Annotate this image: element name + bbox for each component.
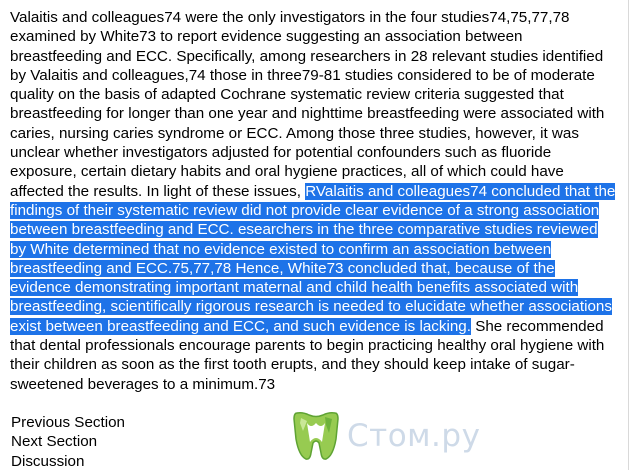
next-section-link[interactable]: Next Section — [11, 433, 98, 451]
section-navigation — [11, 413, 125, 471]
site-watermark — [291, 409, 480, 463]
selected-text[interactable]: RValaitis and colleagues74 concluded that the findings of their systematic review did not provide clear evidence of a strong association between breastfeeding and ECC. esearchers in the three comparative studies reviewed by White determined that no evidence existed to confirm an association between breastfeeding and ECC.75,77,78 Hence, White73 concluded that, because of the evidence demonstrating important maternal and child health benefits associated with breastfeeding, scientifically rigorous research is needed to elucidate whether associations exist between breastfeeding and ECC, and such evidence is lacking. — [10, 182, 616, 335]
paragraph-text-after-selection: She recommended that dental professionals encourage parents to begin practicing healthy oral hygiene with their children as soon as the first tooth erupts, and they should keep intake of sugar-sweetened beverages to a minimum.73 — [10, 317, 605, 393]
paragraph-text-before-selection: Valaitis and colleagues74 were the only investigators in the four studies74,75,77,78 examined by White73 to report evidence suggesting an association between breastfeeding and ECC. Specifically, among researchers in 28 relevant studies identified by Valaitis and colleagues,74 those in three79-81 studies considered to be of moderate quality on the basis of adapted Cochrane systematic review criteria suggested that breastfeeding for longer than one year and nighttime breastfeeding were associated with caries, nursing caries syndrome or ECC. Among those three studies, however, it was unclear whether investigators adjusted for potential confounders such as fluoride exposure, certain dietary habits and oral hygiene practices, all of which could have affected the results. In light of these issues, — [10, 9, 605, 200]
watermark-text: Стом.ру — [347, 418, 481, 454]
discussion-link[interactable]: Discussion — [11, 452, 85, 470]
article-paragraph — [10, 8, 616, 394]
tooth-logo-icon — [291, 409, 341, 463]
previous-section-link[interactable]: Previous Section — [11, 414, 125, 431]
